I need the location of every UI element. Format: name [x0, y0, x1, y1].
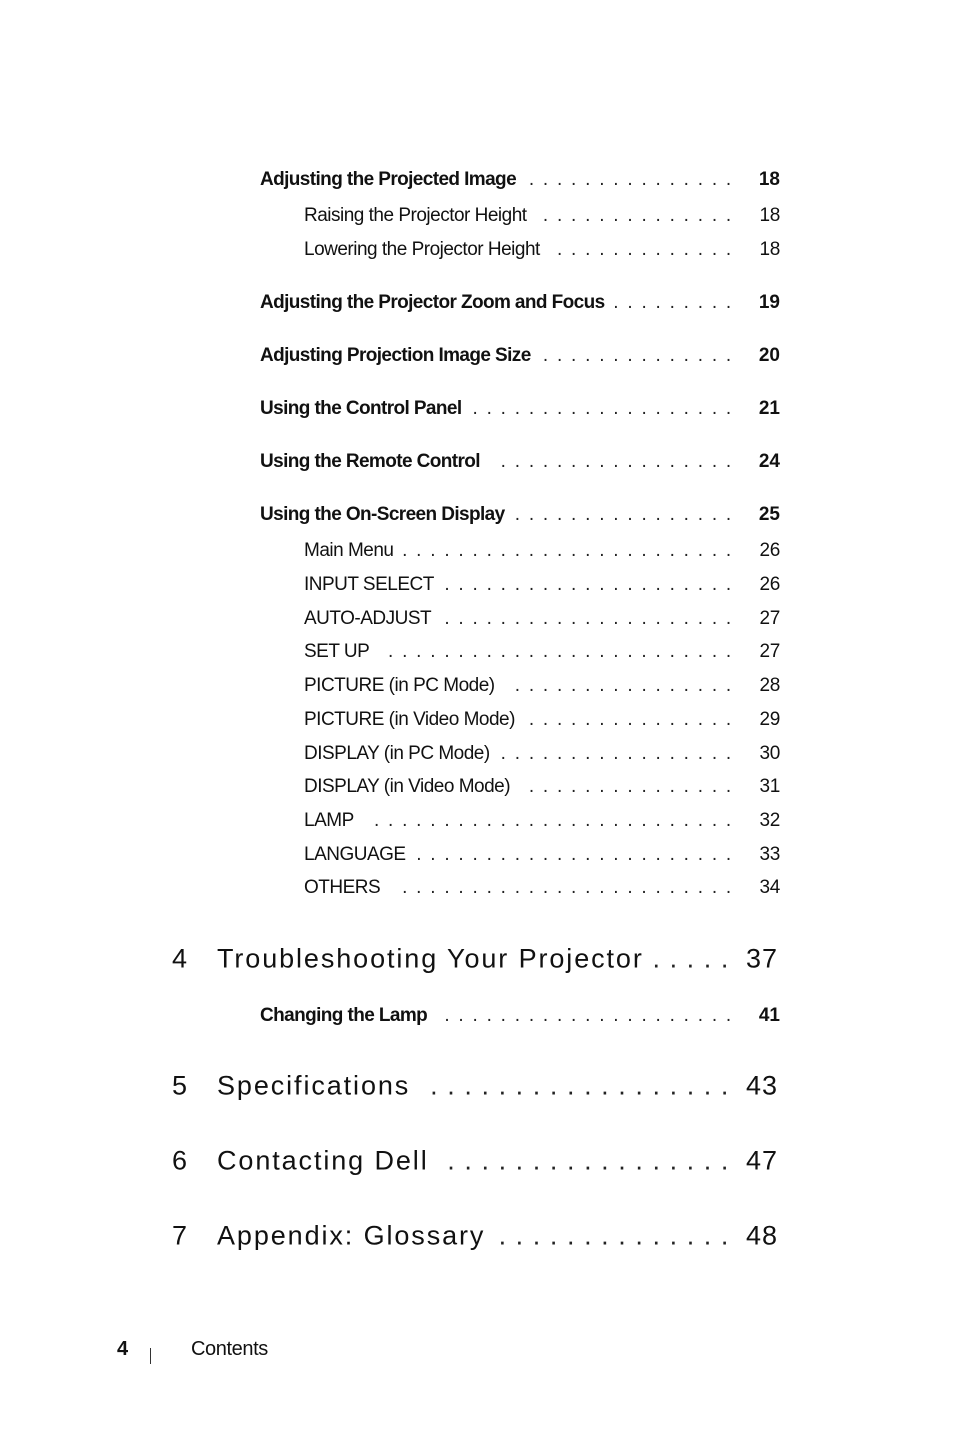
toc-entry-title: Changing the Lamp [260, 1005, 428, 1026]
dot-leader: ................ [514, 504, 740, 525]
dot-leader: .............. [542, 345, 740, 366]
chapter-number: 4 [172, 943, 188, 974]
dot-leader: ....................... [416, 844, 740, 865]
toc-entry-title: Lowering the Projector Height [304, 239, 540, 260]
dot-leader: ......................... [388, 641, 740, 662]
dot-leader: ........................ [402, 540, 740, 561]
dot-leader: ..................... [444, 574, 740, 595]
dot-leader: .................. [430, 1070, 738, 1101]
chapter-number: 5 [172, 1070, 188, 1101]
toc-entry-title: Raising the Projector Height [304, 205, 527, 226]
toc-entry-page: 32 [759, 810, 780, 831]
toc-chapter-page: 43 [745, 1070, 778, 1101]
toc-entry-title: PICTURE (in PC Mode) [304, 675, 495, 696]
toc-entry-page: 26 [759, 540, 780, 561]
toc-chapter-title: Appendix: Glossary [217, 1220, 486, 1251]
toc-entry-title: DISPLAY (in PC Mode) [304, 743, 490, 764]
dot-leader: ..................... [444, 608, 740, 629]
chapter-number: 6 [172, 1145, 188, 1176]
dot-leader: ................ [514, 675, 740, 696]
toc-entry-page: 18 [758, 169, 780, 190]
toc-entry-page: 29 [759, 709, 780, 730]
toc-entry-title: Adjusting the Projector Zoom and Focus [260, 292, 605, 313]
toc-entry-page: 27 [759, 608, 780, 629]
dot-leader: .............. [498, 1220, 738, 1251]
toc-chapter-title: Troubleshooting Your Projector [217, 943, 644, 974]
dot-leader: .......................... [373, 810, 740, 831]
dot-leader: ............... [528, 169, 740, 190]
toc-entry-title: DISPLAY (in Video Mode) [304, 776, 511, 797]
dot-leader: ..... [652, 943, 738, 974]
toc-entry-page: 30 [759, 743, 780, 764]
toc-entry-title: AUTO-ADJUST [304, 608, 432, 629]
toc-entry-page: 33 [759, 844, 780, 865]
toc-entry-title: LAMP [304, 810, 354, 831]
toc-entry-title: Using the On-Screen Display [260, 504, 505, 525]
dot-leader: ................. [500, 743, 740, 764]
toc-entry-title: OTHERS [304, 877, 381, 898]
footer-page-number: 4 [117, 1338, 129, 1360]
dot-leader: ............... [528, 776, 740, 797]
toc-entry-title: INPUT SELECT [304, 574, 434, 595]
toc-entry-page: 25 [758, 504, 780, 525]
toc-entry-page: 20 [758, 345, 780, 366]
toc-entry-page: 19 [758, 292, 780, 313]
toc-entry-page: 28 [759, 675, 780, 696]
toc-entry-title: PICTURE (in Video Mode) [304, 709, 515, 730]
toc-chapter-page: 47 [745, 1145, 778, 1176]
dot-leader: ........................ [402, 877, 740, 898]
toc-entry-title: Adjusting Projection Image Size [260, 345, 531, 366]
toc-entry-page: 24 [758, 451, 780, 472]
dot-leader: ................. [500, 451, 740, 472]
toc-chapter-title: Specifications [217, 1070, 411, 1101]
footer-section-label: Contents [191, 1338, 268, 1360]
footer-divider [150, 1348, 151, 1364]
toc-entry-page: 26 [759, 574, 780, 595]
dot-leader: ......... [613, 292, 740, 313]
dot-leader: ................. [447, 1145, 738, 1176]
toc-entry-page: 18 [759, 205, 780, 226]
chapter-number: 7 [172, 1220, 188, 1251]
toc-entry-page: 18 [759, 239, 780, 260]
toc-chapter-title: Contacting Dell [217, 1145, 429, 1176]
dot-leader: ............. [556, 239, 740, 260]
toc-entry-title: Using the Remote Control [260, 451, 480, 472]
toc-chapter-page: 48 [745, 1220, 778, 1251]
toc-entry-page: 21 [758, 398, 780, 419]
dot-leader: ..................... [444, 1005, 740, 1026]
toc-entry-title: Using the Control Panel [260, 398, 462, 419]
toc-entry-title: Adjusting the Projected Image [260, 169, 517, 190]
toc-entry-page: 31 [759, 776, 780, 797]
toc-entry-title: Main Menu [304, 540, 394, 561]
toc-entry-page: 27 [759, 641, 780, 662]
dot-leader: ............... [528, 709, 740, 730]
toc-chapter-page: 37 [745, 943, 778, 974]
toc-entry-title: LANGUAGE [304, 844, 406, 865]
toc-entry-title: SET UP [304, 641, 370, 662]
toc-entry-page: 41 [758, 1005, 780, 1026]
dot-leader: ................... [472, 398, 740, 419]
toc-entry-page: 34 [759, 877, 780, 898]
dot-leader: .............. [542, 205, 740, 226]
